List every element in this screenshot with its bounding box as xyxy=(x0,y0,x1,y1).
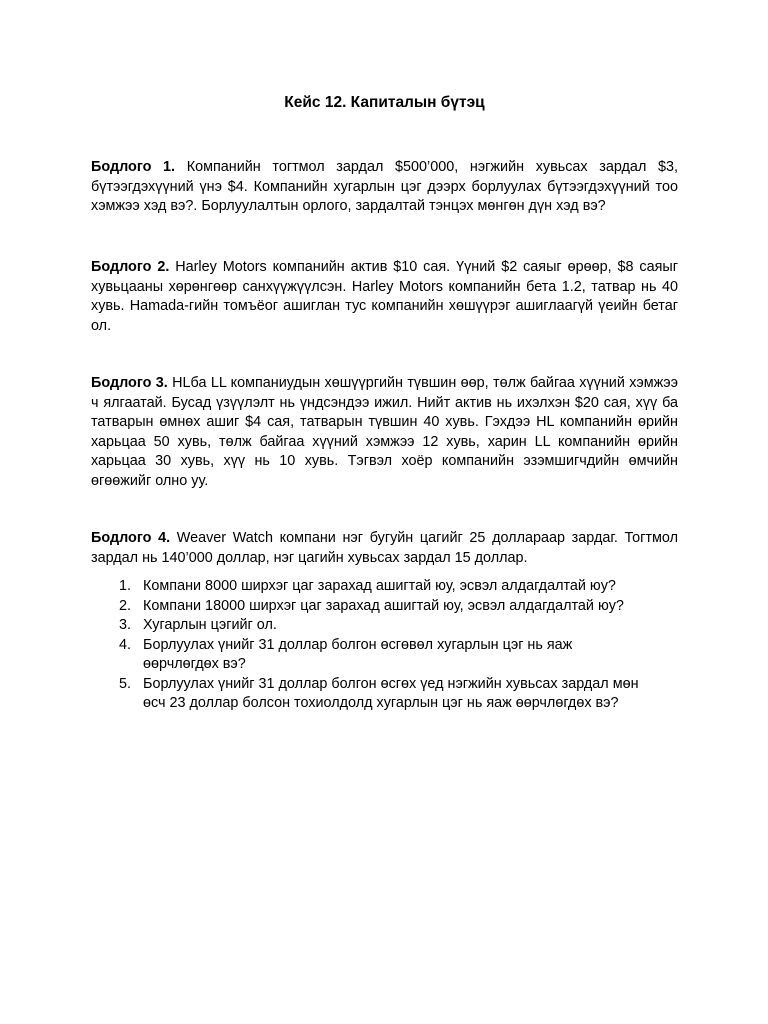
problem-label: Бодлого 3. xyxy=(91,375,168,391)
list-item-number: 2. xyxy=(119,597,132,614)
list-item-text: Борлуулах үнийг 31 доллар болгон өсгөвөл хугарлын цэг нь яаж өөрчлөгдөх вэ? xyxy=(143,636,573,672)
problem-text: Weaver Watch компани нэг бугуйн цагийг 25 доллараар зардаг. Тогтмол зардал нь 140’000 доллар, нэг цагийн хувьсах зардал 15 доллар. xyxy=(91,530,678,566)
list-item xyxy=(91,675,651,714)
problem-2 xyxy=(91,258,678,336)
problem-text: HLба LL компаниудын хөшүүргийн түвшин өөр, төлж байгаа хүүний хэмжээ ч ялгаатай. Бусад үзүүлэлт нь үндсэндээ ижил. Нийт актив нь ихэлхэн $20 сая, хүү ба татварын өмнөх ашиг $4 сая, татварын түвшин 40 хувь. Гэхдээ HL компанийн өрийн харьцаа 50 хувь, төлж байгаа хүүний хэмжээ 12 хувь, харин LL компанийн өрийн харьцаа 30 хувь, хүү нь 10 хувь. Тэгвэл хоёр компанийн эзэмшигчдийн өмчийн өгөөжийг олно уу. xyxy=(91,375,678,489)
problem-1 xyxy=(91,158,678,217)
list-item-text: Компани 8000 ширхэг цаг зарахад ашигтай юу, эсвэл алдагдалтай юу? xyxy=(143,578,616,594)
list-item-number: 3. xyxy=(119,617,132,633)
list-item-number: 1. xyxy=(119,578,132,594)
task-list xyxy=(91,577,651,714)
document-title: Кейс 12. Капиталын бүтэц xyxy=(284,94,485,111)
list-item-text: Компани 18000 ширхэг цаг зарахад ашигтай юу, эсвэл алдагдалтай юу? xyxy=(143,597,624,614)
list-item-text: Борлуулах үнийг 31 доллар болгон өсгөх үед нэгжийн хувьсах зардал мөн өсч 23 доллар болсон тохиолдолд хугарлын цэг нь яаж өөрчлөгдөх вэ? xyxy=(143,675,639,711)
list-item-number: 5. xyxy=(119,675,132,692)
list-item xyxy=(91,636,651,675)
problem-text: Harley Motors компанийн актив $10 сая. Үүний $2 саяыг өрөөр, $8 саяыг хувьцааны хөрөнгөөр санхүүжүүлсэн. Harley Motors компанийн бета 1.2, татвар нь 40 хувь. Hamada-гийн томъёог ашиглан тус компанийн хөшүүрэг ашиглаагүй үеийн бетаг ол. xyxy=(91,259,678,334)
problem-label: Бодлого 2. xyxy=(91,259,170,275)
problem-3 xyxy=(91,374,678,491)
problem-4 xyxy=(91,529,678,568)
problem-label: Бодлого 1. xyxy=(91,159,176,175)
list-item xyxy=(91,577,651,597)
list-item-number: 4. xyxy=(119,636,132,653)
list-item xyxy=(91,597,651,617)
problem-label: Бодлого 4. xyxy=(91,530,171,546)
list-item-text: Хугарлын цэгийг ол. xyxy=(143,617,277,633)
problem-text: Компанийн тогтмол зардал $500’000, нэгжийн хувьсах зардал $3, бүтээгдэхүүний үнэ $4. Компанийн хугарлын цэг дээрх борлуулах бүтээгдэхүүний тоо хэмжээ хэд вэ?. Борлуулалтын орлого, зардалтай тэнцэх мөнгөн дүн хэд вэ? xyxy=(91,159,678,214)
list-item xyxy=(91,616,651,636)
